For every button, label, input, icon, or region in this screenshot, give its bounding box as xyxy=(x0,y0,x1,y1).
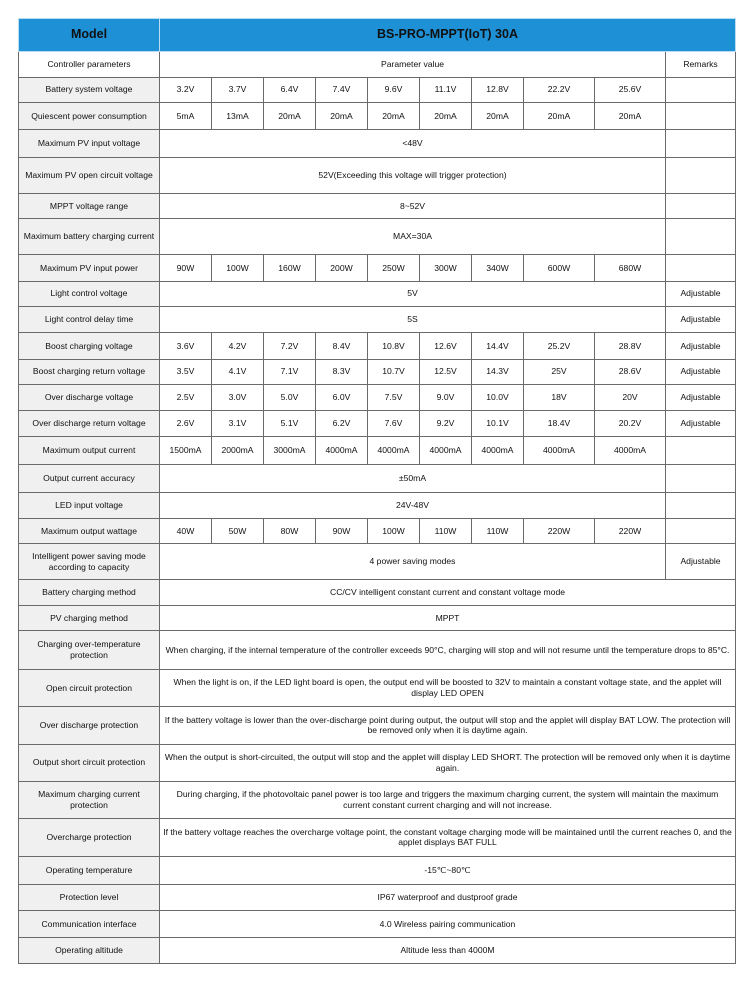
table-row xyxy=(19,281,736,306)
value-cell: 25V xyxy=(524,359,595,384)
value-cell: 4000mA xyxy=(472,437,524,464)
merged-value-cell: 5S xyxy=(160,306,666,332)
table-row xyxy=(19,519,736,544)
merged-value-cell: 52V(Exceeding this voltage will trigger protection) xyxy=(160,158,666,193)
header-row xyxy=(19,19,736,52)
parameter-label: Maximum output current xyxy=(19,437,160,464)
parameter-label: Communication interface xyxy=(19,911,160,937)
value-cell: 100W xyxy=(368,519,420,544)
merged-value-cell: If the battery voltage is lower than the over-discharge point during output, the output will stop and the applet will display BAT LOW. The protection will be removed only when it is daytime again. xyxy=(160,707,736,744)
parameter-label: Light control delay time xyxy=(19,306,160,332)
parameter-label: Open circuit protection xyxy=(19,669,160,706)
value-cell: 12.5V xyxy=(420,359,472,384)
value-cell: 5.1V xyxy=(264,411,316,437)
remark-cell xyxy=(666,519,736,544)
table-row xyxy=(19,158,736,193)
value-cell: 6.4V xyxy=(264,77,316,102)
table-row xyxy=(19,102,736,129)
merged-value-cell: <48V xyxy=(160,130,666,158)
parameter-label: Maximum PV open circuit voltage xyxy=(19,158,160,193)
remark-cell xyxy=(666,492,736,518)
parameter-label: Operating altitude xyxy=(19,937,160,964)
value-cell: 7.5V xyxy=(368,384,420,410)
remark-cell: Adjustable xyxy=(666,306,736,332)
value-cell: 22.2V xyxy=(524,77,595,102)
value-cell: 14.3V xyxy=(472,359,524,384)
parameter-label: Over discharge protection xyxy=(19,707,160,744)
remark-cell: Adjustable xyxy=(666,411,736,437)
value-cell: 40W xyxy=(160,519,212,544)
merged-value-cell: 4 power saving modes xyxy=(160,544,666,579)
parameter-label: Battery charging method xyxy=(19,579,160,605)
value-cell: 20mA xyxy=(472,102,524,129)
value-cell: 20mA xyxy=(264,102,316,129)
merged-value-cell: When the light is on, if the LED light board is open, the output end will be boosted to 32V to maintain a constant voltage state, and the applet will display LED OPEN xyxy=(160,669,736,706)
table-row xyxy=(19,306,736,332)
value-cell: 3.1V xyxy=(212,411,264,437)
value-cell: 5.0V xyxy=(264,384,316,410)
value-cell: 4000mA xyxy=(316,437,368,464)
table-row xyxy=(19,359,736,384)
value-cell: 3.5V xyxy=(160,359,212,384)
value-cell: 14.4V xyxy=(472,333,524,359)
merged-value-cell: 8~52V xyxy=(160,193,666,218)
table-row xyxy=(19,411,736,437)
value-cell: 10.0V xyxy=(472,384,524,410)
parameter-label: Maximum charging current protection xyxy=(19,781,160,818)
value-cell: 9.2V xyxy=(420,411,472,437)
table-row xyxy=(19,384,736,410)
value-cell: 110W xyxy=(420,519,472,544)
merged-value-cell: When the output is short-circuited, the output will stop and the applet will display LED SHORT. The protection will be removed only when it is daytime again. xyxy=(160,744,736,781)
value-cell: 50W xyxy=(212,519,264,544)
parameter-label: MPPT voltage range xyxy=(19,193,160,218)
value-cell: 680W xyxy=(595,255,666,281)
parameter-label: Light control voltage xyxy=(19,281,160,306)
model-title: BS-PRO-MPPT(IoT) 30A xyxy=(160,19,736,52)
value-cell: 20mA xyxy=(420,102,472,129)
value-cell: 4000mA xyxy=(420,437,472,464)
table-row xyxy=(19,606,736,631)
value-cell: 7.6V xyxy=(368,411,420,437)
value-cell: 28.6V xyxy=(595,359,666,384)
value-cell: 20.2V xyxy=(595,411,666,437)
merged-value-cell: When charging, if the internal temperature of the controller exceeds 90°C, charging will stop and will not resume until the temperature drops to 85°C. xyxy=(160,631,736,669)
value-cell: 110W xyxy=(472,519,524,544)
model-header: Model xyxy=(19,19,160,52)
parameter-label: Output short circuit protection xyxy=(19,744,160,781)
remark-cell xyxy=(666,102,736,129)
value-cell: 90W xyxy=(160,255,212,281)
value-cell: 250W xyxy=(368,255,420,281)
value-cell: 20mA xyxy=(368,102,420,129)
table-row xyxy=(19,255,736,281)
table-row xyxy=(19,333,736,359)
value-cell: 13mA xyxy=(212,102,264,129)
value-cell: 100W xyxy=(212,255,264,281)
controller-parameters-label: Controller parameters xyxy=(19,52,160,77)
remark-cell xyxy=(666,464,736,492)
value-cell: 220W xyxy=(524,519,595,544)
parameter-label: Operating temperature xyxy=(19,856,160,884)
remark-cell: Adjustable xyxy=(666,544,736,579)
parameter-label: Maximum output wattage xyxy=(19,519,160,544)
value-cell: 12.8V xyxy=(472,77,524,102)
value-cell: 12.6V xyxy=(420,333,472,359)
value-cell: 3.7V xyxy=(212,77,264,102)
table-row xyxy=(19,707,736,744)
value-cell: 5mA xyxy=(160,102,212,129)
parameter-label: LED input voltage xyxy=(19,492,160,518)
value-cell: 7.4V xyxy=(316,77,368,102)
value-cell: 20mA xyxy=(524,102,595,129)
value-cell: 7.1V xyxy=(264,359,316,384)
parameter-label: Battery system voltage xyxy=(19,77,160,102)
parameter-label: Boost charging return voltage xyxy=(19,359,160,384)
merged-value-cell: CC/CV intelligent constant current and constant voltage mode xyxy=(160,579,736,605)
value-cell: 9.6V xyxy=(368,77,420,102)
value-cell: 6.2V xyxy=(316,411,368,437)
value-cell: 200W xyxy=(316,255,368,281)
parameter-label: PV charging method xyxy=(19,606,160,631)
value-cell: 18.4V xyxy=(524,411,595,437)
value-cell: 2.6V xyxy=(160,411,212,437)
table-row xyxy=(19,669,736,706)
table-row xyxy=(19,631,736,669)
table-row xyxy=(19,579,736,605)
merged-value-cell: 4.0 Wireless pairing communication xyxy=(160,911,736,937)
merged-value-cell: 24V-48V xyxy=(160,492,666,518)
value-cell: 2.5V xyxy=(160,384,212,410)
merged-value-cell: ±50mA xyxy=(160,464,666,492)
parameter-label: Intelligent power saving mode according to capacity xyxy=(19,544,160,579)
value-cell: 25.2V xyxy=(524,333,595,359)
merged-value-cell: IP67 waterproof and dustproof grade xyxy=(160,884,736,910)
table-row xyxy=(19,219,736,255)
table-row xyxy=(19,130,736,158)
merged-value-cell: During charging, if the photovoltaic panel power is too large and triggers the maximum charging current, the system will maintain the maximum current constant current charging and will not increase. xyxy=(160,781,736,818)
parameter-label: Over discharge voltage xyxy=(19,384,160,410)
remark-cell: Adjustable xyxy=(666,281,736,306)
table-row xyxy=(19,193,736,218)
parameter-label: Over discharge return voltage xyxy=(19,411,160,437)
remark-cell xyxy=(666,193,736,218)
parameter-label: Maximum PV input power xyxy=(19,255,160,281)
table-row xyxy=(19,856,736,884)
value-cell: 4000mA xyxy=(368,437,420,464)
table-row xyxy=(19,437,736,464)
value-cell: 9.0V xyxy=(420,384,472,410)
table-row xyxy=(19,911,736,937)
remarks-label: Remarks xyxy=(666,52,736,77)
value-cell: 4000mA xyxy=(524,437,595,464)
value-cell: 90W xyxy=(316,519,368,544)
table-row xyxy=(19,884,736,910)
parameter-label: Output current accuracy xyxy=(19,464,160,492)
value-cell: 160W xyxy=(264,255,316,281)
merged-value-cell: If the battery voltage reaches the overcharge voltage point, the constant voltage charging mode will be maintained until the current reaches 0, and the applet displays BAT FULL xyxy=(160,819,736,856)
parameter-label: Quiescent power consumption xyxy=(19,102,160,129)
value-cell: 8.3V xyxy=(316,359,368,384)
parameter-label: Maximum battery charging current xyxy=(19,219,160,255)
value-cell: 3000mA xyxy=(264,437,316,464)
value-cell: 6.0V xyxy=(316,384,368,410)
table-row xyxy=(19,937,736,964)
merged-value-cell: Altitude less than 4000M xyxy=(160,937,736,964)
value-cell: 4.1V xyxy=(212,359,264,384)
table-row xyxy=(19,744,736,781)
value-cell: 10.8V xyxy=(368,333,420,359)
value-cell: 220W xyxy=(595,519,666,544)
value-cell: 25.6V xyxy=(595,77,666,102)
parameter-value-label: Parameter value xyxy=(160,52,666,77)
value-cell: 4000mA xyxy=(595,437,666,464)
remark-cell: Adjustable xyxy=(666,384,736,410)
parameter-label: Maximum PV input voltage xyxy=(19,130,160,158)
value-cell: 2000mA xyxy=(212,437,264,464)
merged-value-cell: -15℃~80℃ xyxy=(160,856,736,884)
value-cell: 340W xyxy=(472,255,524,281)
parameter-label: Protection level xyxy=(19,884,160,910)
remark-cell xyxy=(666,130,736,158)
spec-table xyxy=(18,18,736,964)
merged-value-cell: MPPT xyxy=(160,606,736,631)
table-row xyxy=(19,492,736,518)
remark-cell xyxy=(666,77,736,102)
remark-cell xyxy=(666,219,736,255)
value-cell: 600W xyxy=(524,255,595,281)
subheader-row xyxy=(19,52,736,77)
table-row xyxy=(19,781,736,818)
remark-cell xyxy=(666,437,736,464)
value-cell: 20mA xyxy=(316,102,368,129)
value-cell: 20V xyxy=(595,384,666,410)
merged-value-cell: MAX=30A xyxy=(160,219,666,255)
table-row xyxy=(19,819,736,856)
remark-cell: Adjustable xyxy=(666,359,736,384)
remark-cell xyxy=(666,255,736,281)
parameter-label: Overcharge protection xyxy=(19,819,160,856)
parameter-label: Boost charging voltage xyxy=(19,333,160,359)
value-cell: 1500mA xyxy=(160,437,212,464)
value-cell: 18V xyxy=(524,384,595,410)
value-cell: 7.2V xyxy=(264,333,316,359)
table-row xyxy=(19,544,736,579)
remark-cell xyxy=(666,158,736,193)
value-cell: 10.1V xyxy=(472,411,524,437)
remark-cell: Adjustable xyxy=(666,333,736,359)
value-cell: 3.6V xyxy=(160,333,212,359)
value-cell: 8.4V xyxy=(316,333,368,359)
table-row xyxy=(19,77,736,102)
value-cell: 10.7V xyxy=(368,359,420,384)
value-cell: 11.1V xyxy=(420,77,472,102)
value-cell: 28.8V xyxy=(595,333,666,359)
value-cell: 300W xyxy=(420,255,472,281)
value-cell: 3.2V xyxy=(160,77,212,102)
value-cell: 80W xyxy=(264,519,316,544)
value-cell: 20mA xyxy=(595,102,666,129)
merged-value-cell: 5V xyxy=(160,281,666,306)
value-cell: 4.2V xyxy=(212,333,264,359)
table-row xyxy=(19,464,736,492)
parameter-label: Charging over-temperature protection xyxy=(19,631,160,669)
value-cell: 3.0V xyxy=(212,384,264,410)
